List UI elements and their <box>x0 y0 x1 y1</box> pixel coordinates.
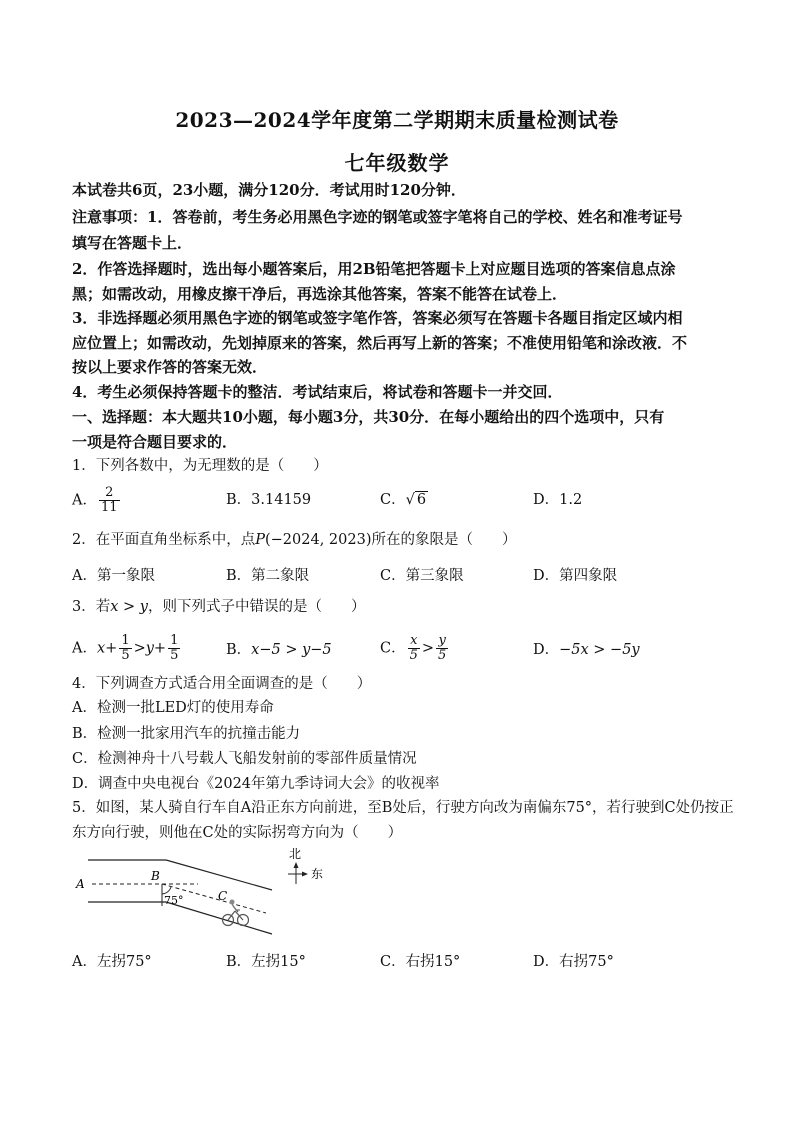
q3-stem <box>72 597 365 617</box>
q5-option-a: A．左拐75° <box>72 954 152 970</box>
road-edge-top-slant <box>166 860 272 890</box>
q1-option-a-fraction <box>99 486 120 515</box>
q3-a-den-right: 5 <box>170 648 179 663</box>
q3-a-mid: >y+ <box>133 640 167 657</box>
q1-option-c <box>380 490 428 510</box>
q3-a-den-left: 5 <box>121 648 130 663</box>
q2-point-coords: (−2024, 2023) <box>265 532 372 548</box>
q3-option-a-label: A． <box>72 640 97 657</box>
q5-stem-line-2: 东方向行驶，则他在C处的实际拐弯方向为（ ） <box>72 825 403 841</box>
q3-c-num-left: x <box>408 634 420 649</box>
q3-c-fraction-left <box>408 634 420 663</box>
q1-stem: 1．下列各数中，为无理数的是（ ） <box>72 458 328 474</box>
q3-c-den-right: 5 <box>438 648 447 663</box>
notes-line-7: 应位置上；如需改动，先划掉原来的答案，然后再写上新的答案；不准使用铅笔和涂改液．不 <box>72 334 688 352</box>
label-north: 北 <box>289 847 302 861</box>
q3-option-c <box>380 634 450 663</box>
exam-title: 2023—2024学年度第二学期期末质量检测试卷 <box>175 108 619 132</box>
q3-stem-prefix: 3．若 <box>72 599 111 615</box>
q3-c-num-right: y <box>436 634 448 649</box>
q3-a-left: x+ <box>96 640 118 657</box>
q2-option-a: A．第一象限 <box>72 568 155 584</box>
q3-option-c-label: C． <box>380 640 406 657</box>
q4-stem: 4．下列调查方式适合用全面调查的是（ ） <box>72 676 372 692</box>
q3-option-b <box>226 640 332 660</box>
section1-line-1: 一、选择题：本大题共10小题，每小题3分，共30分．在每小题给出的四个选项中，只有 <box>72 408 665 426</box>
notes-line-2: 注意事项：1．答卷前，考生务必用黑色字迹的钢笔或签字笔将自己的学校、姓名和准考证号 <box>72 208 683 226</box>
bicycle-icon <box>223 900 249 926</box>
label-b: B <box>151 869 160 883</box>
compass-icon <box>288 862 308 884</box>
q4-option-c: C．检测神舟十八号载人飞船发射前的零部件质量情况 <box>72 751 417 767</box>
exam-subtitle: 七年级数学 <box>344 151 450 175</box>
q3-option-b-label: B． <box>226 642 252 658</box>
label-angle: 75° <box>164 894 184 907</box>
q5-option-c: C．右拐15° <box>380 954 461 970</box>
q4-option-b: B．检测一批家用汽车的抗撞击能力 <box>72 726 301 742</box>
q3-option-d-label: D． <box>533 642 560 658</box>
angle-arc-75 <box>162 887 171 894</box>
q3-option-a <box>72 634 182 663</box>
sqrt-sign: √ 6 <box>405 492 427 508</box>
label-east: 东 <box>311 867 324 881</box>
section1-line-2: 一项是符合题目要求的． <box>72 433 238 451</box>
q3-b-expr: x−5 > y−5 <box>251 642 332 658</box>
q3-c-den-left: 5 <box>409 648 418 663</box>
q1-c-radicand: 6 <box>416 492 427 508</box>
notes-line-6: 3．非选择题必须用黑色字迹的钢笔或签字笔作答，答案必须写在答题卡各题目指定区域内相 <box>72 309 683 327</box>
q4-option-d: D．调查中央电视台《2024年第九季诗词大会》的收视率 <box>72 776 440 792</box>
q4-option-a: A．检测一批LED灯的使用寿命 <box>72 700 274 716</box>
q3-option-d <box>533 640 640 660</box>
label-c: C <box>218 889 228 903</box>
q3-a-fraction-left <box>119 634 131 663</box>
q2-point-name: P <box>255 532 265 548</box>
q5-option-b: B．左拐15° <box>226 954 306 970</box>
q2-stem-prefix: 2．在平面直角坐标系中，点 <box>72 532 256 548</box>
q1-option-a-label: A． <box>72 492 97 509</box>
q3-d-expr: −5x > −5y <box>559 642 640 658</box>
q3-condition: x > y <box>110 599 148 615</box>
q2-option-d: D．第四象限 <box>533 568 618 584</box>
q1-a-numerator: 2 <box>99 486 120 501</box>
q1-option-c-label: C． <box>380 492 406 508</box>
q3-a-num-right: 1 <box>170 633 179 648</box>
q3-a-num-left: 1 <box>121 633 130 648</box>
q3-c-fraction-right <box>436 634 448 663</box>
notes-line-8: 按以上要求作答的答案无效． <box>72 358 268 376</box>
q3-c-gt: > <box>421 640 435 657</box>
notes-line-5: 黑；如需改动，用橡皮擦干净后，再选涂其他答案，答案不能答在试卷上． <box>72 285 568 303</box>
q5-stem-line-1: 5．如图，某人骑自行车自A沿正东方向前进，至B处后，行驶方向改为南偏东75°，若行驶到C处仍按正 <box>72 800 734 816</box>
q1-a-denominator: 11 <box>100 500 118 515</box>
q3-stem-suffix: ，则下列式子中错误的是（ ） <box>147 599 366 615</box>
notes-line-4: 2．作答选择题时，选出每小题答案后，用2B铅笔把答题卡上对应题目选项的答案信息点涂 <box>72 260 676 278</box>
q2-stem <box>72 530 516 550</box>
label-a: A <box>76 877 85 891</box>
notes-line-1: 本试卷共6页，23小题，满分120分．考试用时120分钟． <box>72 181 466 199</box>
notes-line-3: 填写在答题卡上． <box>72 234 193 252</box>
q1-option-b: B．3.14159 <box>226 492 312 508</box>
notes-line-9: 4．考生必须保持答题卡的整洁．考试结束后，将试卷和答题卡一并交回． <box>72 383 563 401</box>
q1-option-d: D．1.2 <box>533 492 583 508</box>
q2-option-c: C．第三象限 <box>380 568 464 584</box>
q5-option-d: D．右拐75° <box>533 954 614 970</box>
q2-option-b: B．第二象限 <box>226 568 310 584</box>
q3-a-fraction-right <box>168 634 180 663</box>
q1-option-a <box>72 486 122 515</box>
q2-stem-suffix: 所在的象限是（ ） <box>371 532 517 548</box>
q5-figure <box>70 840 340 940</box>
